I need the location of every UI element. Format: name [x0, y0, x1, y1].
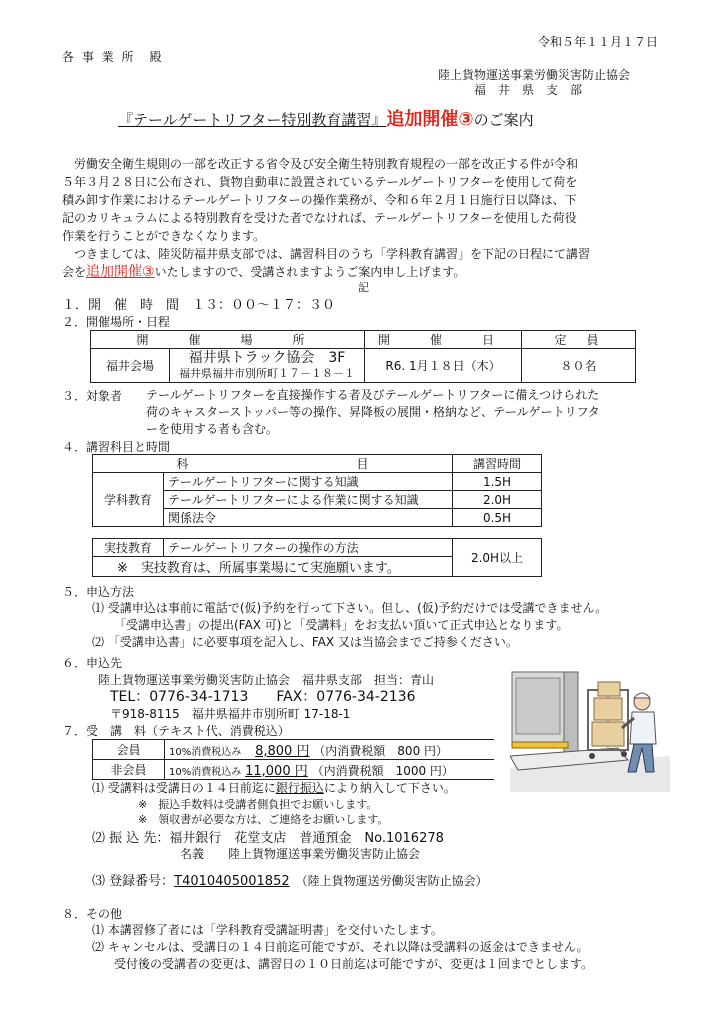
bank-transfer: 銀行振込	[275, 781, 324, 795]
intro-paragraph	[62, 155, 590, 281]
jitsugi-label: 実技教育	[93, 539, 164, 557]
th-capacity: 定 員	[522, 331, 636, 349]
other-line: 受付後の受講者の変更は、講習日の１０日前迄は可能ですが、変更は１回までとします。	[114, 957, 594, 971]
tax-included-label: 10%消費税込み	[169, 767, 242, 778]
place-name: 福井県トラック協会 3F	[188, 349, 346, 366]
nonmember-fee-cell	[165, 760, 494, 780]
date: 令和５年１１月１７日	[537, 35, 658, 49]
venue-name: 福井会場	[91, 349, 170, 383]
section-time: １．開 催 時 間 １３：００～１７：３０	[62, 298, 336, 313]
sender-org: 陸上貨物運送事業労働災害防止協会	[438, 68, 631, 82]
subject-name: テールゲートリフターによる作業に関する知識	[164, 491, 453, 509]
intro-line: 作業を行うことができなくなります。	[62, 229, 266, 243]
target-line: テールゲートリフターを直接操作する者及びテールゲートリフターに備えつけられた	[146, 388, 600, 402]
th-place: 開 催 場 所	[91, 331, 365, 349]
subjects-table	[92, 454, 542, 527]
target-line: 荷のキャスターストッパー等の操作、昇降板の展開・格納など、テールゲートリフタ	[146, 405, 600, 419]
title-course: 『テールゲートリフター特別教育講習』	[118, 111, 387, 129]
jitsugi-subject: テールゲートリフターの操作の方法	[164, 539, 453, 557]
member-fee-cell	[165, 740, 494, 760]
th-hours: 講習時間	[453, 455, 542, 473]
account-name: 名義 陸上貨物運送事業労働災害防止協会	[180, 847, 421, 861]
contact-address: 〒918-8115 福井県福井市別所町 17-18-1	[110, 707, 351, 721]
other-line: ⑴ 本講習修了者には「学科教育受講証明書」を交付いたします。	[92, 923, 443, 937]
place-address: 福井県福井市別所町１７－１８－１	[179, 366, 355, 380]
apply-line: ⑴ 受講申込は事前に電話で(仮)予約を行って下さい。但し、(仮)予約だけでは受講できません。	[92, 601, 608, 615]
tailgate-lifter-illustration	[510, 668, 670, 792]
section-subjects-label: ４．講習科目と時間	[62, 440, 171, 454]
registration-number: T4010405001852	[174, 874, 290, 889]
member-fee: 8,800 円	[255, 744, 310, 759]
title-suffix: のご案内	[473, 111, 534, 129]
subject-hours: 2.0H	[453, 491, 542, 509]
gakka-label: 学科教育	[93, 473, 164, 527]
venue-table	[90, 330, 636, 383]
title-additional: 追加開催③	[386, 109, 474, 130]
intro-line: 記のカリキュラムによる特別教育を受けた者でなければ、テールゲートリフターを使用した荷役	[62, 211, 577, 225]
intro-line: 積み卸す作業におけるテールゲートリフターの操作業務が、令和６年２月１日施行日以降は、下	[62, 193, 577, 207]
sender-branch: 福 井 県 支 部	[474, 83, 583, 97]
fee-table	[92, 739, 494, 780]
subject-name: テールゲートリフターに関する知識	[164, 473, 453, 491]
apply-line: ⑵ 「受講申込書」に必要事項を記入し、FAX 又は当協会までご持参ください。	[92, 635, 518, 649]
bank-info: ⑵ 振 込 先：福井銀行 花堂支店 普通預金 No.1016278	[92, 831, 444, 846]
subject-hours: 0.5H	[453, 509, 542, 527]
other-line: ⑵ キャンセルは、受講日の１４日前迄可能ですが、それ以降は受講料の返金はできません。	[92, 940, 589, 954]
nonmember-tax: （内消費税額 1000 円）	[311, 764, 454, 778]
other-text	[92, 922, 593, 973]
section-target-label: ３．対象者	[62, 389, 123, 403]
capacity: ８０名	[522, 349, 636, 383]
intro-line: ５年３月２８日に公布され、貨物自動車に設置されているテールゲートリフターを使用して荷を	[62, 175, 578, 189]
page-title	[118, 105, 534, 131]
ki-mark: 記	[358, 281, 369, 294]
section-contact-label: ６．申込先	[62, 656, 123, 670]
practical-table	[92, 538, 542, 577]
fee-note-1: ⑴ 受講料は受講日の１４日前迄に銀行振込により納入して下さい。	[92, 781, 456, 795]
subject-hours: 1.5H	[453, 473, 542, 491]
intro-line: 会を追加開催③いたしますので、受講されますようご案内申し上げます。	[62, 264, 466, 280]
subject-name: 関係法令	[164, 509, 453, 527]
apply-text	[92, 600, 607, 651]
registration-number-line: ⑶ 登録番号：T4010405001852 （陸上貨物運送労働災害防止協会）	[92, 874, 488, 889]
apply-line: 「受講申込書」の提出(FAX 可)と「受講料」をお支払い頂いて正式申込となります。	[114, 618, 569, 632]
fee-note-sub2: ※ 領収書が必要な方は、ご連絡をお願いします。	[138, 813, 389, 826]
tax-included-label: 10%消費税込み	[169, 747, 242, 758]
target-text	[146, 387, 600, 438]
member-tax: （内消費税額 800 円）	[313, 744, 449, 758]
section-venue-label: ２．開催場所・日程	[62, 315, 171, 329]
target-line: ーを使用する者も含む。	[146, 422, 279, 436]
event-date: R6. 1月１８日（木）	[365, 349, 522, 383]
section-other-label: ８．その他	[62, 907, 123, 921]
intro-line: 労働安全衛生規則の一部を改正する省令及び安全衛生特別教育規程の一部を改正する件が令和	[62, 157, 579, 171]
jitsugi-hours: 2.0H以上	[453, 539, 542, 577]
intro-line: つきましては、陸災防福井県支部では、講習科目のうち「学科教育講習」を下記の日程にて講習	[62, 247, 591, 261]
th-date: 開 催 日	[365, 331, 522, 349]
section-fee-label: ７．受 講 料（テキスト代、消費税込）	[62, 724, 290, 738]
contact-org: 陸上貨物運送事業労働災害防止協会 福井県支部 担当：青山	[98, 673, 435, 687]
venue-place	[170, 349, 365, 383]
contact-phone: TEL：0776-34-1713 FAX：0776-34-2136	[110, 689, 416, 705]
jitsugi-note: ※ 実技教育は、所属事業場にて実施願います。	[93, 557, 453, 577]
additional-highlight: 追加開催③	[86, 264, 155, 280]
section-apply-label: ５．申込方法	[62, 585, 135, 599]
addressee: 各 事 業 所 殿	[62, 50, 164, 64]
fee-note-sub1: ※ 振込手数料は受講者側負担でお願いします。	[138, 798, 378, 811]
nonmember-label: 非会員	[93, 760, 165, 780]
nonmember-fee: 11,000 円	[245, 764, 308, 779]
th-subject: 科 目	[93, 455, 453, 473]
member-label: 会員	[93, 740, 165, 760]
